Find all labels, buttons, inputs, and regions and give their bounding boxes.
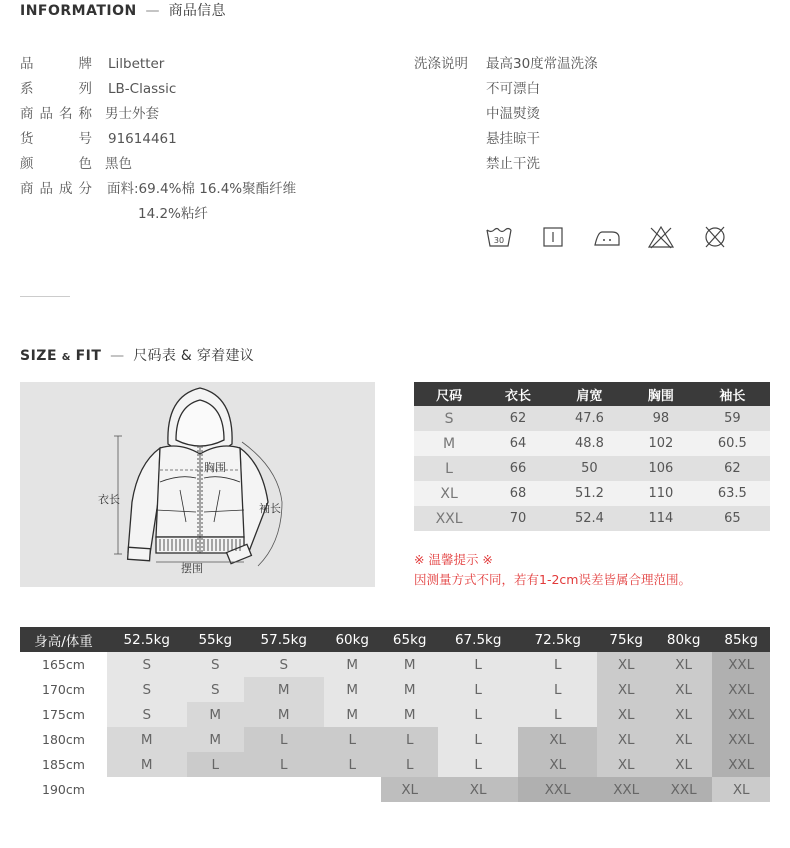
tip-title: ※ 温馨提示 ※ (414, 552, 493, 567)
size-rec-cell: L (438, 677, 518, 702)
height-cell: 170cm (42, 682, 85, 697)
size-heading-amp: & (61, 352, 71, 363)
size-table-header (414, 382, 770, 406)
measure-cell: 110 (627, 481, 695, 506)
measure-cell: 50 (552, 456, 627, 481)
size-rec-cell: M (324, 702, 381, 727)
care-row (414, 79, 598, 104)
size-rec-cell (107, 777, 187, 802)
size-cell: L (414, 456, 484, 481)
size-rec-cell: L (438, 652, 518, 677)
iron-medium-icon (593, 224, 621, 250)
material-line-1: 面料:69.4%棉 16.4%聚酯纤维 (107, 180, 297, 197)
size-rec-cell: XXL (597, 777, 654, 802)
information-heading (20, 0, 226, 20)
size-rec-cell: S (107, 702, 187, 727)
size-rec-cell: XL (518, 752, 598, 777)
size-rec-cell: XL (655, 752, 712, 777)
size-rec-cell: L (187, 752, 244, 777)
size-rec-cell: M (107, 727, 187, 752)
care-item: 悬挂晾干 (486, 131, 540, 147)
measure-cell: 48.8 (552, 431, 627, 456)
height-cell: 185cm (42, 757, 85, 772)
measure-cell: 52.4 (552, 506, 627, 531)
size-rec-cell: L (324, 752, 381, 777)
size-rec-cell: M (244, 677, 324, 702)
measure-cell: 64 (484, 431, 552, 456)
size-rec-cell: L (518, 677, 598, 702)
size-recommendation-table (20, 627, 770, 802)
diagram-length-label: 衣长 (98, 494, 120, 506)
table-row (20, 777, 770, 802)
size-rec-cell: M (381, 702, 438, 727)
rec-corner-header: 身高/体重 (20, 627, 107, 652)
weight-header: 57.5kg (244, 627, 324, 652)
info-value: LB-Classic (108, 81, 177, 97)
diagram-hem-label: 摆围 (181, 563, 203, 575)
info-row-color (20, 154, 400, 179)
size-rec-cell: L (324, 727, 381, 752)
size-header-cell: 尺码 (414, 382, 484, 406)
info-row-series (20, 79, 400, 104)
measure-cell: 63.5 (695, 481, 770, 506)
size-rec-cell: M (107, 752, 187, 777)
care-row (414, 154, 598, 179)
weight-header: 65kg (381, 627, 438, 652)
size-rec-cell: M (324, 652, 381, 677)
care-row (414, 54, 598, 79)
size-rec-cell: M (244, 702, 324, 727)
care-item: 最高30度常温洗涤 (486, 56, 598, 72)
weight-header: 72.5kg (518, 627, 598, 652)
size-rec-cell: S (187, 652, 244, 677)
table-row (414, 431, 770, 456)
size-rec-cell (244, 777, 324, 802)
info-label: 商品名称 (20, 106, 92, 122)
table-row (414, 456, 770, 481)
weight-header: 67.5kg (438, 627, 518, 652)
size-rec-cell: XL (518, 727, 598, 752)
care-label: 洗涤说明 (414, 56, 468, 72)
size-cell: S (414, 406, 484, 431)
info-row-material (20, 179, 400, 229)
measurement-tip (414, 550, 691, 590)
size-rec-cell: M (324, 677, 381, 702)
jacket-diagram (20, 382, 375, 587)
info-label: 颜色 (20, 156, 92, 172)
information-heading-cn: 商品信息 (168, 3, 226, 19)
size-fit-heading (20, 345, 254, 365)
size-rec-cell: S (187, 677, 244, 702)
info-label: 货号 (20, 131, 92, 147)
section-divider (20, 296, 70, 297)
product-info (20, 54, 400, 229)
measure-cell: 62 (695, 456, 770, 481)
table-row (20, 752, 770, 777)
table-row (20, 677, 770, 702)
weight-header: 80kg (655, 627, 712, 652)
table-row (20, 702, 770, 727)
weight-header: 55kg (187, 627, 244, 652)
size-rec-cell (187, 777, 244, 802)
info-value (107, 177, 296, 230)
size-rec-cell: XXL (712, 727, 770, 752)
size-rec-cell: XL (597, 727, 654, 752)
measure-cell: 62 (484, 406, 552, 431)
size-rec-cell: L (438, 702, 518, 727)
fit-heading-en: FIT (75, 348, 102, 364)
size-rec-cell: XXL (712, 752, 770, 777)
size-rec-cell: XL (655, 702, 712, 727)
care-row (414, 129, 598, 154)
size-rec-cell: XXL (712, 702, 770, 727)
size-rec-cell (324, 777, 381, 802)
size-rec-cell: S (107, 652, 187, 677)
size-rec-cell: L (438, 752, 518, 777)
size-rec-cell: M (381, 677, 438, 702)
information-heading-en: INFORMATION (20, 3, 137, 19)
care-item: 中温熨烫 (486, 106, 540, 122)
height-cell: 180cm (42, 732, 85, 747)
weight-header: 52.5kg (107, 627, 187, 652)
size-rec-cell: L (518, 652, 598, 677)
size-rec-cell: L (244, 727, 324, 752)
size-header-cell: 肩宽 (552, 382, 627, 406)
size-header-cell: 胸围 (627, 382, 695, 406)
info-row-brand (20, 54, 400, 79)
care-row (414, 104, 598, 129)
size-heading-cn: 尺码表 & 穿着建议 (133, 348, 255, 364)
size-table (414, 382, 770, 531)
size-rec-cell: L (381, 752, 438, 777)
measure-cell: 70 (484, 506, 552, 531)
heading-dash: — (145, 3, 160, 19)
measure-cell: 65 (695, 506, 770, 531)
size-rec-cell: S (244, 652, 324, 677)
diagram-chest-label: 胸围 (204, 462, 226, 474)
size-rec-cell: XXL (712, 652, 770, 677)
hang-dry-icon (539, 224, 567, 250)
size-rec-cell: L (244, 752, 324, 777)
size-rec-cell: XL (712, 777, 770, 802)
table-row (20, 727, 770, 752)
info-label: 品牌 (20, 56, 92, 72)
measure-cell: 106 (627, 456, 695, 481)
info-row-sku (20, 129, 400, 154)
size-rec-cell: L (518, 702, 598, 727)
size-cell: M (414, 431, 484, 456)
table-row (20, 652, 770, 677)
size-rec-cell: XL (597, 677, 654, 702)
info-label: 系列 (20, 81, 92, 97)
info-value: 黑色 (105, 156, 132, 172)
rec-table-header (20, 627, 770, 652)
size-rec-cell: XXL (712, 677, 770, 702)
care-icons (485, 224, 729, 250)
care-item: 禁止干洗 (486, 156, 540, 172)
size-header-cell: 袖长 (695, 382, 770, 406)
info-label: 商品成分 (20, 181, 92, 197)
diagram-sleeve-label: 袖长 (259, 503, 281, 515)
size-rec-cell: L (438, 727, 518, 752)
measure-cell: 98 (627, 406, 695, 431)
measure-cell: 60.5 (695, 431, 770, 456)
size-rec-cell: XL (597, 702, 654, 727)
info-value: Lilbetter (108, 56, 165, 72)
info-row-name (20, 104, 400, 129)
wash-30-icon (485, 224, 513, 250)
wash-temp: 30 (493, 236, 505, 245)
measure-cell: 114 (627, 506, 695, 531)
size-rec-cell: XL (597, 752, 654, 777)
info-value: 91614461 (108, 131, 177, 147)
measure-cell: 51.2 (552, 481, 627, 506)
size-rec-cell: L (381, 727, 438, 752)
size-cell: XL (414, 481, 484, 506)
care-item: 不可漂白 (486, 81, 540, 97)
size-rec-cell: XL (381, 777, 438, 802)
table-row (414, 506, 770, 531)
measure-cell: 66 (484, 456, 552, 481)
measure-cell: 47.6 (552, 406, 627, 431)
heading-dash: — (110, 348, 125, 364)
measure-cell: 59 (695, 406, 770, 431)
size-cell: XXL (414, 506, 484, 531)
size-rec-cell: M (187, 727, 244, 752)
no-dry-clean-icon (701, 224, 729, 250)
size-rec-cell: XXL (518, 777, 598, 802)
height-cell: 165cm (42, 657, 85, 672)
size-rec-cell: XL (597, 652, 654, 677)
table-row (414, 481, 770, 506)
weight-header: 85kg (712, 627, 770, 652)
info-value: 男士外套 (105, 106, 159, 122)
care-instructions (414, 54, 598, 179)
size-rec-cell: XXL (655, 777, 712, 802)
measure-cell: 68 (484, 481, 552, 506)
weight-header: 60kg (324, 627, 381, 652)
size-rec-cell: XL (655, 677, 712, 702)
measure-cell: 102 (627, 431, 695, 456)
height-cell: 190cm (42, 782, 85, 797)
size-rec-cell: M (187, 702, 244, 727)
size-header-cell: 衣长 (484, 382, 552, 406)
size-rec-cell: M (381, 652, 438, 677)
size-heading-en: SIZE (20, 348, 58, 364)
table-row (414, 406, 770, 431)
jacket-illustration (20, 382, 375, 587)
size-rec-cell: S (107, 677, 187, 702)
height-cell: 175cm (42, 707, 85, 722)
size-rec-cell: XL (655, 727, 712, 752)
material-line-2: 14.2%粘纤 (138, 205, 208, 222)
tip-text: 因测量方式不同，若有1-2cm误差皆属合理范围。 (414, 572, 691, 587)
size-rec-cell: XL (438, 777, 518, 802)
weight-header: 75kg (597, 627, 654, 652)
size-rec-cell: XL (655, 652, 712, 677)
no-bleach-icon (647, 224, 675, 250)
